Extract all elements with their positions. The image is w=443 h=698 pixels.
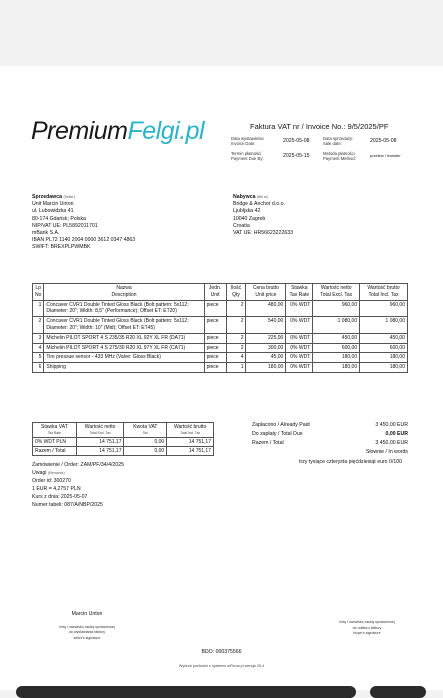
meta-row-dates: Data wystawienia Invoice Date: 2025-05-08 Data sprzedaży: Sale date: 2025-05-08 (231, 136, 397, 146)
totals-block (252, 422, 408, 458)
meta-row-payment: Termin płatności Payment Due By: 2025-05-15 Metoda płatności Payment Method: przelew / transfer (231, 151, 401, 161)
amount-in-words: trzy tysiące czterysta pięćdziesiąt euro 0/100 (299, 459, 402, 465)
vat-summary-table (32, 422, 214, 456)
table-row: 0% WDT PLN 14 751,17 0,00 14 751,17 (33, 438, 214, 447)
table-row: Razem / Total 14 751,17 0,00 14 751,17 (33, 447, 214, 456)
in-words-label: Słownie / In words (365, 449, 408, 455)
total-due-row: Do zapłaty / Total Due 0,00 EUR (252, 431, 408, 437)
items-header: Lp No Nazwa Description Jedn. Unit Ilość Qty Cena brutto Unit price Stawka Tax Rate Wartość netto Total Excl. Tax Wartość brutto Total Incl. Tax (33, 284, 408, 301)
payment-method: przelew / transfer (370, 153, 401, 158)
invoice-title: Faktura VAT nr / Invoice No.: 9/5/2025/PF (250, 122, 389, 131)
already-paid-row: Zapłacono / Already Paid 3 450,00 EUR (252, 422, 408, 428)
table-row: 5 Tire pressue sensor - 433 MHz (Valve: Gloss Black) piece 4 45,00 0% WDT 180,00 180,00 (33, 353, 408, 363)
grand-total-row: Razem / Total 3 450,00 EUR (252, 440, 408, 446)
due-date: 2025-05-15 (283, 153, 310, 159)
company-logo: PremiumFelgi.pl (31, 117, 205, 145)
footer-note: Wydruk pochodzi z systemu wFirma.pl wersja 25.4 (178, 664, 265, 668)
items-table (32, 283, 408, 373)
table-row: 6 Shipping piece 1 180,00 0% WDT 180,00 180,00 (33, 363, 408, 373)
order-notes: Zamówienie / Order: ZAM/PF/34/4/2025 Uwagi (Remarks) Order id: 300270 1 EUR = 4,2757 PLN Kurs z dnia: 2025-05-07 Numer tabeli: 087/A/NBP/2025 (32, 462, 124, 508)
table-row: 1 Concaver CVR1 Double Tinted Gloss Black (Bolt pattern: 5x112; Diameter: 20"; Width: 8,5" (Performance); Offset ET: ET20) piece 2 480,00 0% WDT 960,00 960,00 (33, 300, 408, 317)
table-row: 3 Michelin PILOT SPORT 4 S 235/35 R20 XL 92Y XL FR (DA71) piece 2 225,00 0% WDT 450,00 450,00 (33, 333, 408, 343)
vat-header: Stawka VAT Tax Rate Wartość netto Total Excl. Tax Kwota VAT Tax Wartość brutto Total Incl. Tax (33, 423, 214, 438)
viewer-button[interactable] (370, 686, 426, 698)
table-row: 4 Michelin PILOT SPORT 4 S 275/30 R20 XL 97Y XL FR (CA71) piece 2 300,00 0% WDT 600,00 600,00 (33, 343, 408, 353)
buyer-block: Nabywca (Bill to) Bridge & Anchor d.o.o. Ljubljska 42 10040 Zagreb Croatia VAT UE: HR56623222633 (233, 194, 293, 237)
buyer-signature: Imię i nazwisko osoby uprawnionej do odbioru faktury buyer's signature (339, 620, 395, 635)
invoice-date: 2025-05-08 (283, 138, 310, 144)
bdo-number: BDO: 000375566 (201, 649, 242, 655)
invoice-page (0, 66, 443, 690)
table-row: 2 Concaver CVR1 Double Tinted Gloss Black (Bolt pattern: 5x112; Diameter: 20"; Width: 10" (Mid); Offset ET: ET45) piece 2 540,00 0% WDT 1 080,00 1 080,00 (33, 317, 408, 334)
viewer-toolbar[interactable] (16, 686, 356, 698)
seller-signature: Marcin Unton Imię i nazwisko osoby uprawnionej do wystawiania faktury seller's signature (59, 611, 115, 640)
sale-date: 2025-05-08 (370, 138, 397, 144)
invoice-meta (231, 136, 411, 166)
seller-block: Sprzedawca (Seller) Unit Marcin Unton ul. Lubowidzka 41 80-174 Gdańsk; Polska NIP/VAT UE: PL5892011701 mBank S.A. IBAN PL72 1140 2004 0000 3612 0347 4863 SWIFT: BREXPLPWMBK (32, 194, 136, 251)
